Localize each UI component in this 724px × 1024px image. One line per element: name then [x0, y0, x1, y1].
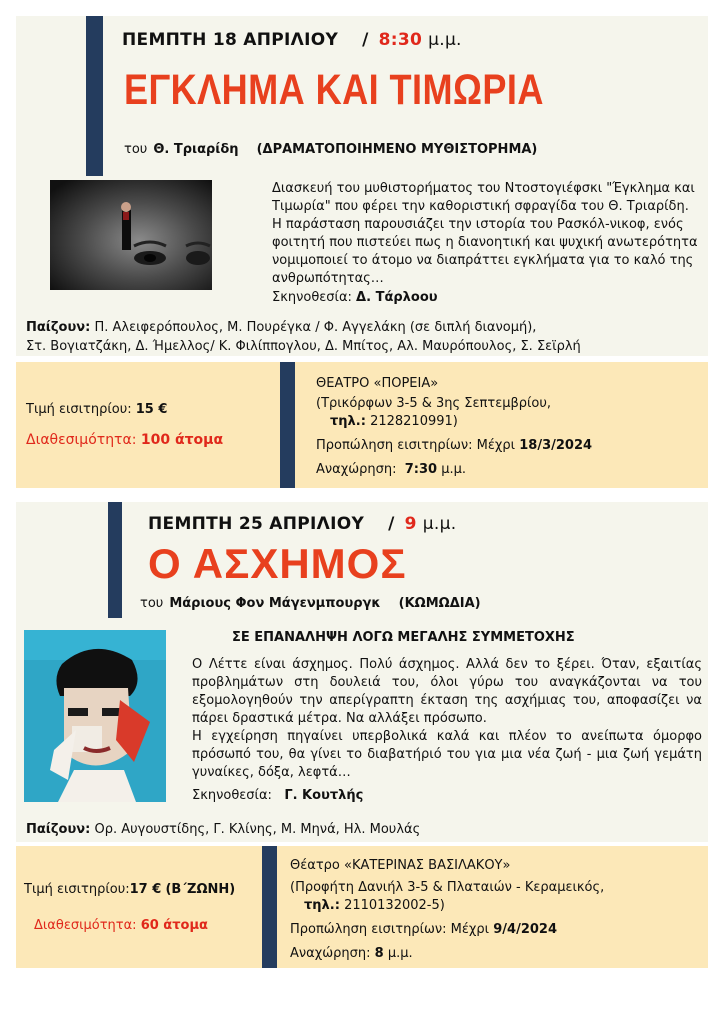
show-2-genre: (ΚΩΜΩΔΙΑ): [398, 596, 481, 611]
show-1-director: Δ. Τάρλοου: [356, 290, 438, 305]
show-1-poster-image: [50, 180, 212, 290]
show-2-presale-line: Προπώληση εισιτηρίων: Μέχρι 9/4/2024: [290, 922, 558, 937]
show-1-band-divider: [280, 362, 295, 488]
show-2-presale-date: 9/4/2024: [493, 922, 558, 937]
show-2-address: (Προφήτη Δανιήλ 3-5 & Πλαταιών - Κεραμεικός,: [290, 880, 605, 895]
show-2-band-divider: [262, 846, 277, 968]
show-1-phone-line: τηλ.: 2128210991): [330, 414, 458, 429]
show-1-cast: Παίζουν: Π. Αλειφερόπουλος, Μ. Πουρέγκα / Φ. Αγγελάκη (σε διπλή διανομή), Στ. Βογιατζάκη, Δ. Ήμελλος/ Κ. Φιλίππογλου, Δ. Μπίτος, Αλ. Μαυρόπουλος, Σ. Σεϊρλή: [26, 320, 581, 354]
show-2-price-zone: (Β΄ΖΩΝΗ): [165, 882, 236, 897]
show-1-title: ΕΓΚΛΗΜΑ ΚΑΙ ΤΙΜΩΡΙΑ: [124, 66, 544, 114]
show-2-cast: Παίζουν: Ορ. Αυγουστίδης, Γ. Κλίνης, Μ. Μηνά, Ηλ. Μουλάς: [26, 822, 421, 837]
show-1-cast-label: Παίζουν:: [26, 320, 91, 335]
show-1-availability: 100 άτομα: [140, 432, 224, 448]
show-2-notice: ΣΕ ΕΠΑΝΑΛΗΨΗ ΛΟΓΩ ΜΕΓΑΛΗΣ ΣΥΜΜΕΤΟΧΗΣ: [232, 630, 575, 645]
show-2-byline: του Μάριους Φον Μάγενμπουργκ (ΚΩΜΩΔΙΑ): [140, 596, 481, 611]
show-1-departure-line: Αναχώρηση: 7:30 μ.μ.: [316, 462, 467, 477]
show-1-phone: 2128210991): [370, 414, 458, 429]
show-1-departure-time: 7:30: [404, 462, 438, 477]
show-1-presale-line: Προπώληση εισιτηρίων: Μέχρι 18/3/2024: [316, 438, 593, 453]
show-1-address: (Τρικόρφων 3-5 & 3ης Σεπτεμβρίου,: [316, 396, 552, 411]
show-2-cast-label: Παίζουν:: [26, 822, 91, 837]
show-1-venue: ΘΕΑΤΡΟ «ΠΟΡΕΙΑ»: [316, 376, 439, 391]
show-1-presale-date: 18/3/2024: [519, 438, 593, 453]
show-1-description: Διασκευή του μυθιστορήματος του Ντοστογιέφσκι "Έγκλημα και Τιμωρία" που φέρει την καθοριστική σφραγίδα του Θ. Τριαρίδη. Η παράσταση παρουσιάζει την ιστορία του Ρασκόλ-νικοφ, ενός φοιτητή που πιστεύει πως η διανοητική και ψυχική ανωτερότητα νομιμοποιεί το άτομο να διαπράττει εγκλήματα για το καλό της ανθρωπότητας…: [272, 181, 698, 286]
show-2-availability-line: Διαθεσιμότητα: 60 άτομα: [34, 918, 208, 933]
show-2-departure-time: 8: [374, 946, 384, 961]
show-2-price-line: Τιμή εισιτηρίου:17 € (Β΄ΖΩΝΗ): [24, 882, 236, 897]
show-2-author: Μάριους Φον Μάγενμπουργκ: [169, 596, 381, 611]
show-2-phone: 2110132002-5): [344, 898, 445, 913]
show-1-author: Θ. Τριαρίδη: [153, 142, 239, 157]
show-2-venue: Θέατρο «ΚΑΤΕΡΙΝΑΣ ΒΑΣΙΛΑΚΟΥ»: [290, 858, 511, 873]
show-2-director-line: Σκηνοθεσία: Γ. Κουτλής: [192, 788, 364, 803]
show-2-poster-image: [24, 630, 166, 802]
show-2-date: ΠΕΜΠΤΗ 25 ΑΠΡΙΛΙΟΥ: [148, 514, 365, 534]
show-2-title: Ο ΑΣΧΗΜΟΣ: [148, 540, 407, 587]
show-1-availability-line: Διαθεσιμότητα: 100 άτομα: [26, 432, 224, 448]
show-2-description: Ο Λέττε είναι άσχημος. Πολύ άσχημος. Αλλά δεν το ξέρει. Όταν, εξαιτίας προβλημάτων στη δουλειά του, όλοι γύρω του αναγκάζονται να του εξομολογηθούν την απερίγραπτη έκταση της ασχήμιας του, αποφασίζει να πάρει δραστικά μέτρα. Να αλλάξει πρόσωπο. Η εγχείρηση πηγαίνει υπερβολικά καλά και πλέον το ανείπωτα όμορφο πρόσωπό του, θα γίνει το διαβατήριό του για μια νέα ζωή - μια ζωή γεμάτη γυναίκες, δόξα, λεφτά…: [192, 657, 702, 780]
show-1-photo: [50, 180, 212, 290]
show-1-date: ΠΕΜΠΤΗ 18 ΑΠΡΙΛΙΟΥ: [122, 30, 339, 50]
show-1-time: 8:30: [378, 30, 423, 50]
show-2-photo: [24, 630, 166, 802]
show-2-price: 17 €: [129, 882, 162, 897]
show-2-phone-line: τηλ.: 2110132002-5): [304, 898, 445, 913]
show-2-availability: 60 άτομα: [140, 918, 208, 933]
show-1-byline: του Θ. Τριαρίδη (ΔΡΑΜΑΤΟΠΟΙΗΜΕΝΟ ΜΥΘΙΣΤΟΡΗΜΑ): [124, 142, 538, 157]
show-1-date-line: ΠΕΜΠΤΗ 18 ΑΠΡΙΛΙΟΥ / 8:30 μ.μ.: [122, 30, 462, 50]
show-2-date-line: ΠΕΜΠΤΗ 25 ΑΠΡΙΛΙΟΥ / 9 μ.μ.: [148, 514, 457, 534]
show-1-price-line: Τιμή εισιτηρίου: 15 €: [26, 402, 168, 417]
show-1-price: 15 €: [135, 402, 168, 417]
show-1-director-line: Σκηνοθεσία: Δ. Τάρλοου: [272, 290, 438, 305]
show-1-genre: (ΔΡΑΜΑΤΟΠΟΙΗΜΕΝΟ ΜΥΘΙΣΤΟΡΗΜΑ): [256, 142, 538, 157]
show-2-time: 9: [404, 514, 417, 534]
show-2-departure-line: Αναχώρηση: 8 μ.μ.: [290, 946, 413, 961]
show-2-accent-bar: [108, 502, 122, 618]
show-1-accent-bar: [86, 16, 103, 176]
show-2-director: Γ. Κουτλής: [284, 788, 364, 803]
